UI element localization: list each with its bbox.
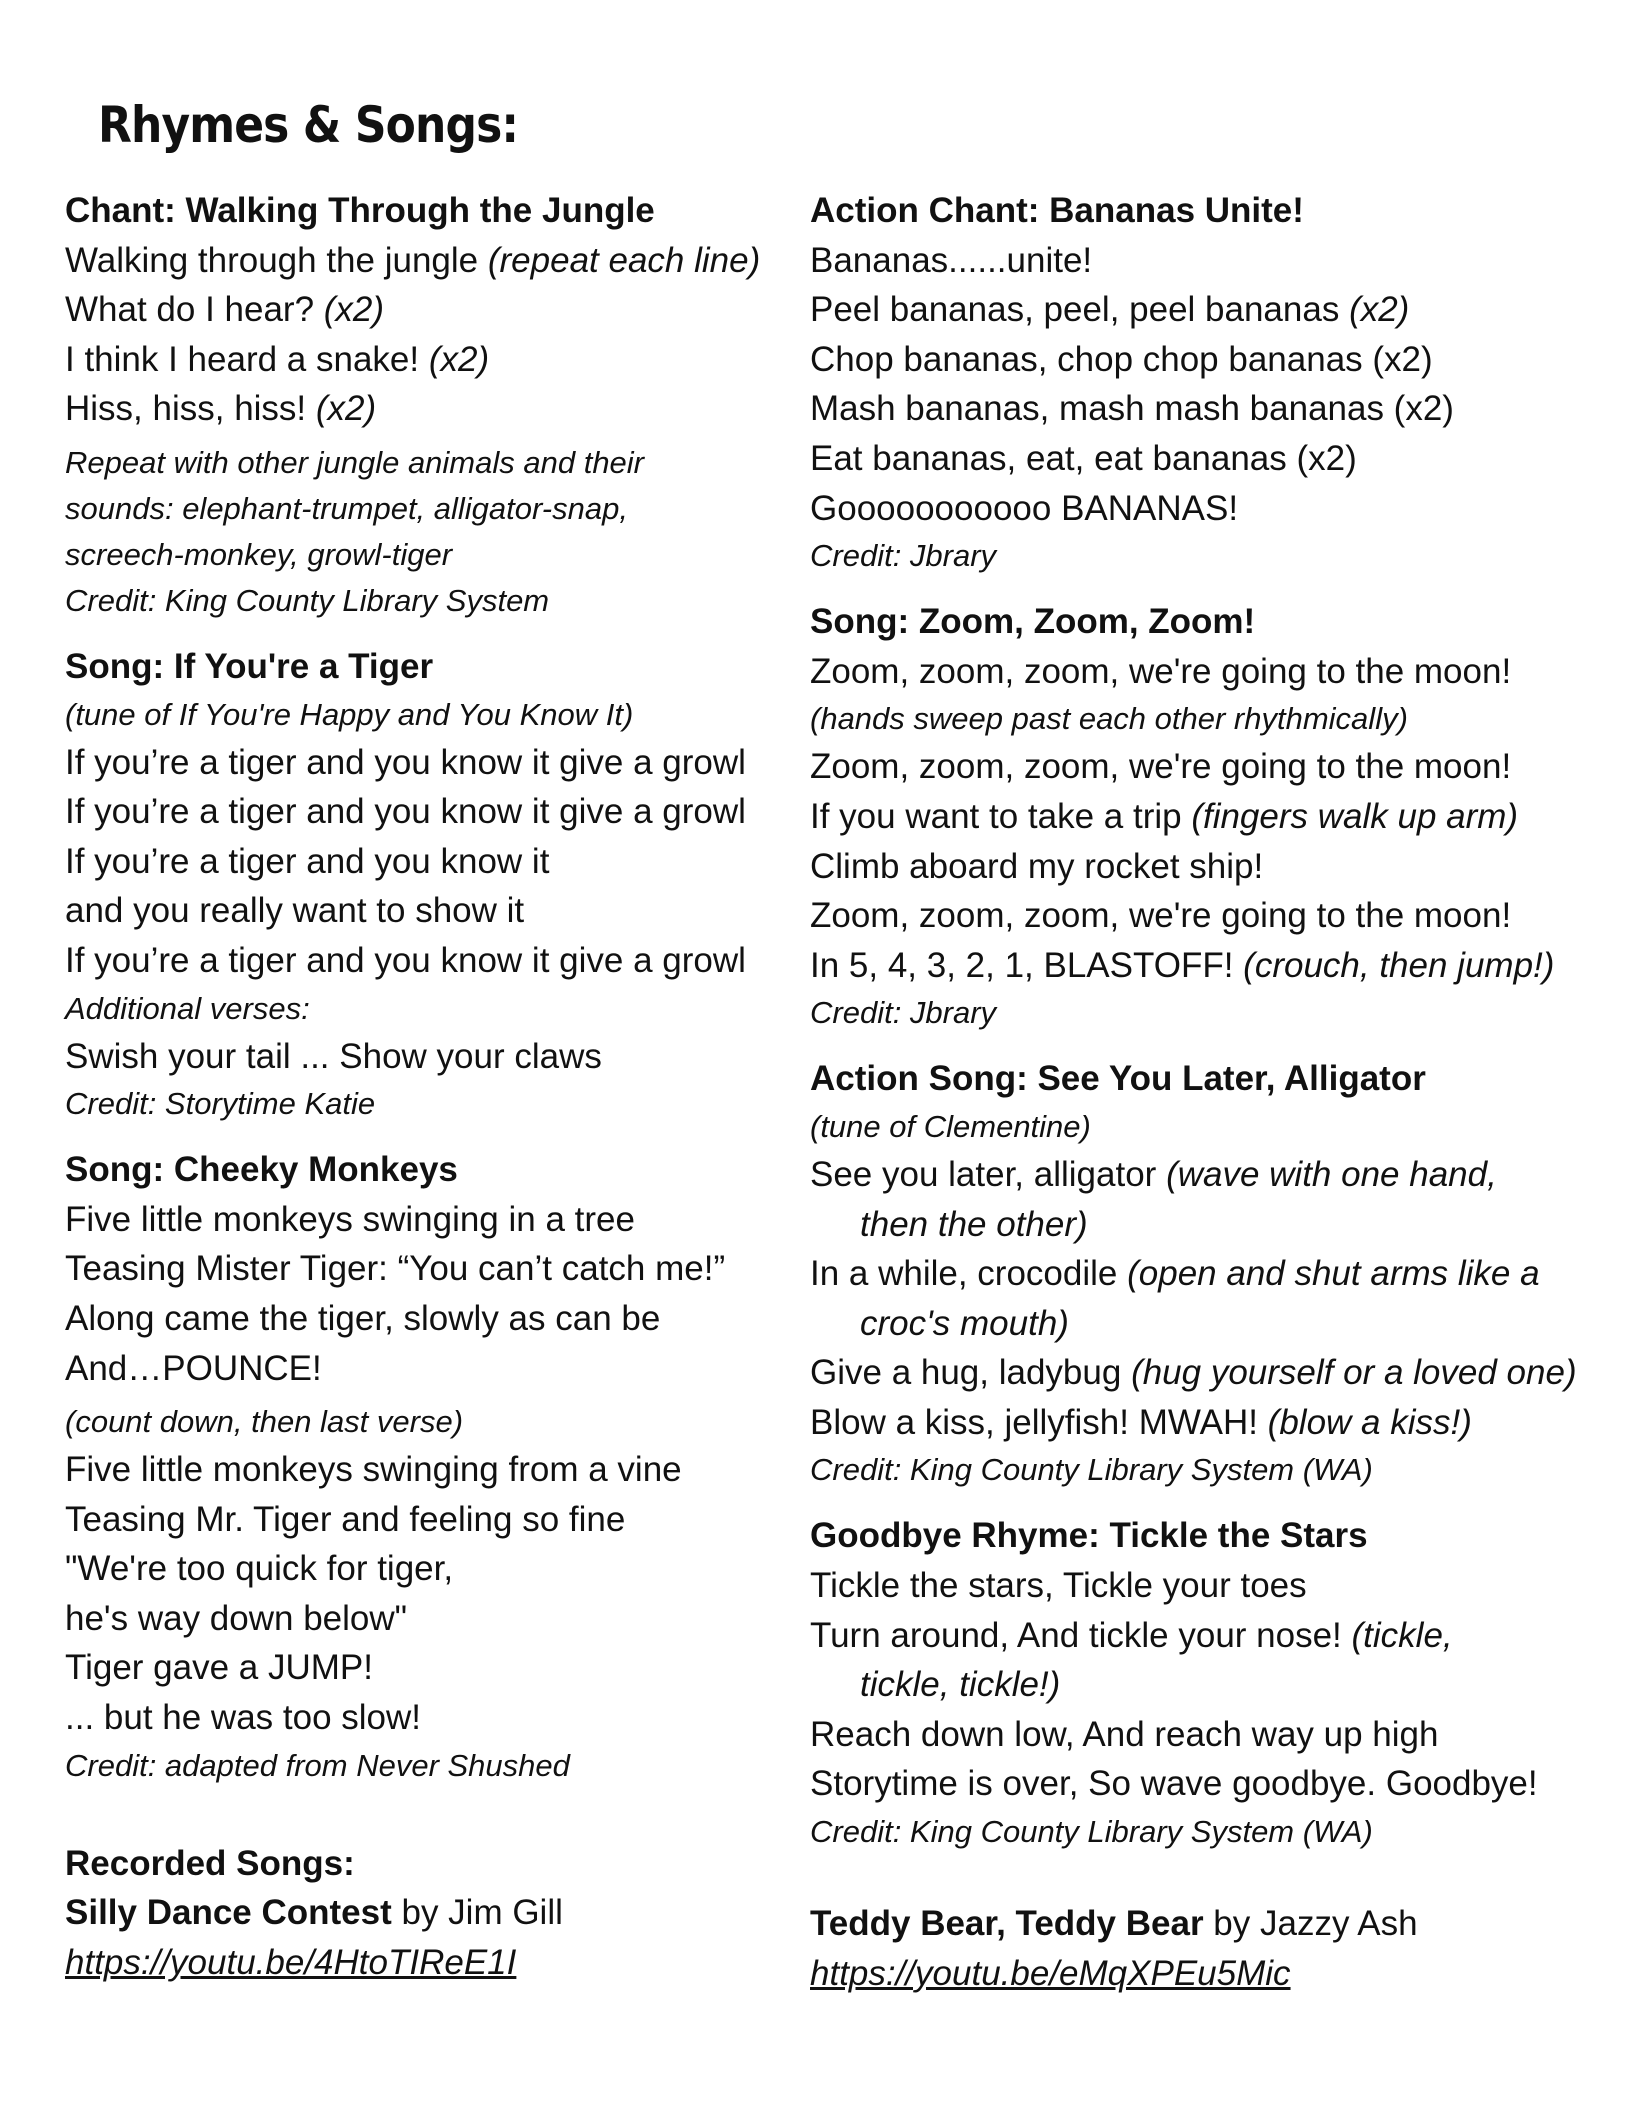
lyric-line: and you really want to show it [65, 891, 525, 931]
instruction-text: (hug yourself or a loved one) [1131, 1353, 1577, 1393]
lyric-line [65, 285, 795, 335]
instruction-line: (count down, then last verse) [65, 1404, 464, 1440]
lyric-line: Along came the tiger, slowly as can be [65, 1298, 661, 1338]
instruction-text: (x2) [1349, 290, 1410, 330]
lyric-line: If you’re a tiger and you know it [65, 841, 550, 881]
lyric-text: See you later, alligator [810, 1154, 1167, 1194]
lyric-text: Peel bananas, peel, peel bananas [810, 290, 1350, 330]
lyric-line: Storytime is over, So wave goodbye. Goodbye! [810, 1764, 1538, 1804]
section-heading: Action Chant: Bananas Unite! [810, 191, 1304, 230]
lyric-line [810, 285, 1610, 335]
alligator-song-section [810, 1054, 1610, 1493]
section-heading: Action Song: See You Later, Alligator [810, 1059, 1426, 1099]
recorded-song [65, 1888, 795, 1938]
song-artist: by Jim Gill [391, 1893, 563, 1933]
lyric-line [65, 236, 795, 286]
instruction-text: (wave with one hand, [1166, 1154, 1497, 1194]
lyric-line: Teasing Mister Tiger: “You can’t catch me!” [65, 1249, 726, 1289]
lyric-line [65, 335, 795, 385]
tiger-song-section [65, 642, 795, 1127]
lyric-text: I think I heard a snake! [65, 339, 429, 379]
lyric-line [810, 1249, 1610, 1299]
lyric-line: Chop bananas, chop chop bananas (x2) [810, 339, 1433, 379]
section-heading: Song: Cheeky Monkeys [65, 1150, 458, 1190]
lyric-text: Hiss, hiss, hiss! [65, 389, 316, 429]
song-artist: by Jazzy Ash [1203, 1904, 1418, 1944]
lyric-text: Blow a kiss, jellyfish! MWAH! [810, 1402, 1268, 1442]
lyric-line [810, 1611, 1610, 1661]
lyric-line: Gooooooooooo BANANAS! [810, 488, 1239, 528]
lyric-line: Zoom, zoom, zoom, we're going to the moon! [810, 651, 1512, 691]
lyric-line [810, 1348, 1610, 1398]
instruction-text: (crouch, then jump!) [1243, 945, 1555, 985]
lyric-text: If you want to take a trip [810, 796, 1192, 836]
instruction-text: (x2) [428, 339, 490, 379]
instruction-continuation: tickle, tickle!) [860, 1665, 1061, 1705]
lyric-line: he's way down below" [65, 1598, 408, 1638]
credit-line: Credit: Storytime Katie [65, 1086, 376, 1122]
lyric-line: Bananas......unite! [810, 240, 1093, 280]
lyric-line: "We're too quick for tiger, [65, 1549, 454, 1589]
zoom-song-section [810, 597, 1610, 1036]
section-heading: Song: If You're a Tiger [65, 646, 434, 686]
lyric-text: Give a hug, ladybug [810, 1353, 1132, 1393]
bananas-chant-section [810, 186, 1610, 579]
instruction-text: (blow a kiss!) [1267, 1402, 1472, 1442]
lyric-line [65, 384, 795, 434]
credit-line: Credit: King County Library System (WA) [810, 1452, 1373, 1488]
song-title: Teddy Bear, Teddy Bear [810, 1904, 1204, 1944]
instruction-line: (hands sweep past each other rhythmically) [810, 701, 1408, 737]
instruction-text: (open and shut arms like a [1127, 1254, 1540, 1294]
lyric-line: ... but he was too slow! [65, 1698, 422, 1738]
left-column [65, 186, 795, 1987]
lyric-text: Walking through the jungle [65, 240, 488, 280]
lyric-line: Zoom, zoom, zoom, we're going to the moon! [810, 896, 1512, 936]
lyric-line [810, 941, 1610, 991]
credit-line: Credit: Jbrary [810, 538, 997, 574]
instruction-text: (tickle, [1351, 1615, 1453, 1655]
instruction-continuation: croc's mouth) [860, 1303, 1069, 1343]
lyric-line: If you’re a tiger and you know it give a growl [65, 792, 746, 832]
note-line: screech-monkey, growl-tiger [65, 536, 453, 572]
lyric-text: In a while, crocodile [810, 1254, 1128, 1294]
lyric-line: Mash bananas, mash mash bananas (x2) [810, 389, 1454, 429]
lyric-line: Eat bananas, eat, eat bananas (x2) [810, 438, 1357, 478]
instruction-text: (fingers walk up arm) [1191, 796, 1519, 836]
recorded-song [810, 1899, 1610, 1949]
section-heading: Goodbye Rhyme: Tickle the Stars [810, 1516, 1368, 1556]
credit-line: Credit: Jbrary [810, 995, 997, 1031]
credit-line: Credit: King County Library System [65, 582, 550, 618]
youtube-link[interactable]: https://youtu.be/eMqXPEu5Mic [810, 1953, 1291, 1993]
lyric-line: And…POUNCE! [65, 1348, 322, 1388]
credit-line: Credit: adapted from Never Shushed [65, 1747, 570, 1783]
instruction-continuation: then the other) [860, 1204, 1088, 1244]
lyric-line: Tiger gave a JUMP! [65, 1648, 373, 1688]
instruction-text: (x2) [323, 290, 385, 330]
youtube-link[interactable]: https://youtu.be/4HtoTIReE1I [65, 1942, 517, 1982]
lyric-text: What do I hear? [65, 290, 324, 330]
lyric-line [810, 1398, 1610, 1448]
lyric-line: Zoom, zoom, zoom, we're going to the moon! [810, 747, 1512, 787]
tickle-stars-section [810, 1511, 1610, 1855]
note-line: sounds: elephant-trumpet, alligator-snap, [65, 490, 628, 526]
lyric-line: Tickle the stars, Tickle your toes [810, 1566, 1307, 1606]
lyric-line: Reach down low, And reach way up high [810, 1714, 1439, 1754]
credit-line: Credit: King County Library System (WA) [810, 1814, 1373, 1850]
lyric-line: Teasing Mr. Tiger and feeling so fine [65, 1499, 626, 1539]
instruction-text: (x2) [315, 389, 377, 429]
page-title: Rhymes & Songs: [98, 96, 519, 154]
lyric-line: Swish your tail ... Show your claws [65, 1036, 602, 1076]
additional-verses-label: Additional verses: [65, 990, 310, 1026]
tune-line: (tune of If You're Happy and You Know It) [65, 696, 634, 732]
right-column [810, 186, 1610, 1998]
recorded-songs-section [65, 1839, 795, 1988]
jungle-chant-section [65, 186, 795, 624]
section-heading: Recorded Songs: [65, 1843, 355, 1883]
section-heading: Chant: Walking Through the Jungle [65, 191, 655, 230]
lyric-text: Turn around, And tickle your nose! [810, 1615, 1352, 1655]
monkeys-song-section [65, 1145, 795, 1789]
lyric-line: Five little monkeys swinging in a tree [65, 1199, 635, 1239]
note-line: Repeat with other jungle animals and their [65, 444, 645, 480]
lyric-line: If you’re a tiger and you know it give a growl [65, 742, 746, 782]
lyric-line: Climb aboard my rocket ship! [810, 846, 1264, 886]
lyric-line [810, 1150, 1610, 1200]
lyric-line [810, 792, 1610, 842]
lyric-line: Five little monkeys swinging from a vine [65, 1450, 682, 1490]
lyric-line: If you’re a tiger and you know it give a growl [65, 940, 746, 980]
lyric-text: In 5, 4, 3, 2, 1, BLASTOFF! [810, 945, 1244, 985]
teddy-bear-recording [810, 1899, 1610, 1998]
tune-line: (tune of Clementine) [810, 1108, 1091, 1144]
section-heading: Song: Zoom, Zoom, Zoom! [810, 602, 1256, 642]
song-title: Silly Dance Contest [65, 1893, 392, 1933]
instruction-text: (repeat each line) [487, 240, 761, 280]
